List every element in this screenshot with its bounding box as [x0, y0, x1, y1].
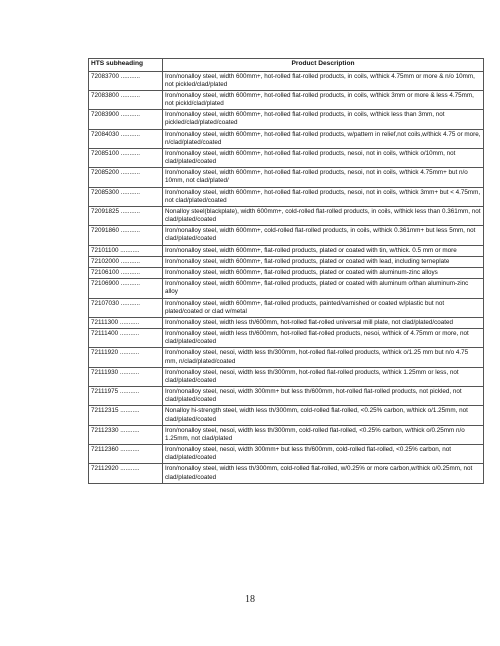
product-description-cell: Iron/nonalloy steel, width 600mm+, hot-rolled flat-rolled products, in coils, w/thick 4.75mm or more & n/o 10mm, not pickled/clad/plated [163, 71, 484, 90]
product-description-cell: Iron/nonalloy steel, width less th/600mm, hot-rolled flat-rolled universal mill plate, not clad/plated/coated [163, 317, 484, 328]
product-description-cell: Iron/nonalloy steel, width 600mm+, hot-rolled flat-rolled products, in coils, w/thick less than 3mm, not pickled/clad/plated/coated [163, 110, 484, 129]
product-description-cell: Nonalloy steel(blackplate), width 600mm+, cold-rolled flat-rolled products, in coils, w/thick less than 0.361mm, not clad/plated/coated [163, 206, 484, 225]
hts-code-cell: 72112360 ........... [89, 445, 163, 464]
hts-table [88, 58, 484, 484]
table-row [89, 268, 484, 279]
page-number: 18 [245, 594, 255, 605]
table-row [89, 329, 484, 348]
product-description-cell: Nonalloy hi-strength steel, width less th/300mm, cold-rolled flat-rolled, <0.25% carbon, w/thick o/1.25mm, not clad/plated/coated [163, 406, 484, 425]
product-description-cell: Iron/nonalloy steel, width less th/600mm, hot-rolled flat-rolled products, nesoi, w/thick of 4.75mm or more, not clad/plated/coated [163, 329, 484, 348]
hts-code-cell: 72111300 ........... [89, 317, 163, 328]
product-description-cell: Iron/nonalloy steel, width 600mm+, flat-rolled products, painted/varnished or coated w/plastic but not plated/coated or clad w/metal [163, 298, 484, 317]
hts-code-cell: 72112315 ........... [89, 406, 163, 425]
hts-code-cell: 72112920 ........... [89, 464, 163, 483]
product-description-cell: Iron/nonalloy steel, width 600mm+, hot-rolled flat-rolled products, w/pattern in relief,not coils,w/thick 4.75 or more, n/clad/plated/coated [163, 129, 484, 148]
table-row [89, 148, 484, 167]
table-row [89, 206, 484, 225]
hts-code-cell: 72106900 ........... [89, 279, 163, 298]
table-row [89, 425, 484, 444]
product-description-cell: Iron/nonalloy steel, nesoi, width 300mm+ but less th/600mm, cold-rolled flat-rolled, <0.25% carbon, not clad/plated/coated [163, 445, 484, 464]
header-product-description: Product Description [163, 59, 484, 72]
hts-code-cell: 72102000 ........... [89, 256, 163, 267]
hts-code-cell: 72084030 ........... [89, 129, 163, 148]
product-description-cell: Iron/nonalloy steel, width 600mm+, flat-rolled products, plated or coated with aluminum-zinc alloys [163, 268, 484, 279]
table-row [89, 317, 484, 328]
hts-code-cell: 72091825 ........... [89, 206, 163, 225]
hts-code-cell: 72083800 ........... [89, 90, 163, 109]
product-description-cell: Iron/nonalloy steel, width 600mm+, cold-rolled flat-rolled products, in coils, w/thick 0.361mm+ but less 5mm, not clad/plated/coated [163, 226, 484, 245]
hts-code-cell: 72083900 ........... [89, 110, 163, 129]
table-row [89, 226, 484, 245]
hts-code-cell: 72085300 ........... [89, 187, 163, 206]
hts-code-cell: 72085100 ........... [89, 148, 163, 167]
table-row [89, 279, 484, 298]
product-description-cell: Iron/nonalloy steel, width 600mm+, flat-rolled products, plated or coated with aluminum o/than aluminum-zinc alloy [163, 279, 484, 298]
table-row [89, 110, 484, 129]
hts-code-cell: 72091860 ........... [89, 226, 163, 245]
table-row [89, 129, 484, 148]
table-header-row [89, 59, 484, 72]
table-row [89, 387, 484, 406]
table-row [89, 245, 484, 256]
product-description-cell: Iron/nonalloy steel, width less th/300mm, cold-rolled flat-rolled, w/0.25% or more carbon,w/thick o/0.25mm, not clad/plated/coated [163, 464, 484, 483]
table-row [89, 187, 484, 206]
table-body [89, 71, 484, 483]
product-description-cell: Iron/nonalloy steel, width 600mm+, hot-rolled flat-rolled products, nesoi, not in coils, w/thick o/10mm, not clad/plated/coated [163, 148, 484, 167]
product-description-cell: Iron/nonalloy steel, nesoi, width less th/300mm, hot-rolled flat-rolled products, w/thick 1.25mm or less, not clad/plated/coated [163, 367, 484, 386]
table-row [89, 71, 484, 90]
header-hts-subheading: HTS subheading [89, 59, 163, 72]
product-description-cell: Iron/nonalloy steel, nesoi, width less th/300mm, cold-rolled flat-rolled, <0.25% carbon, w/thick o/0.25mm n/o 1.25mm, not clad/plated [163, 425, 484, 444]
hts-code-cell: 72083700 ........... [89, 71, 163, 90]
product-description-cell: Iron/nonalloy steel, width 600mm+, flat-rolled products, plated or coated with lead, including terneplate [163, 256, 484, 267]
table-row [89, 298, 484, 317]
product-description-cell: Iron/nonalloy steel, width 600mm+, hot-rolled flat-rolled products, in coils, w/thick 3mm or more & less 4.75mm, not pickld/clad/plated [163, 90, 484, 109]
product-description-cell: Iron/nonalloy steel, nesoi, width 300mm+ but less th/600mm, hot-rolled flat-rolled products, not pickled, not clad/plated/coated [163, 387, 484, 406]
hts-code-cell: 72111975 ........... [89, 387, 163, 406]
hts-code-cell: 72085200 ........... [89, 168, 163, 187]
table-row [89, 367, 484, 386]
product-description-cell: Iron/nonalloy steel, width 600mm+, flat-rolled products, plated or coated with tin, w/thick. 0.5 mm or more [163, 245, 484, 256]
hts-code-cell: 72111930 ........... [89, 367, 163, 386]
table-row [89, 90, 484, 109]
table-row [89, 168, 484, 187]
table-row [89, 256, 484, 267]
hts-code-cell: 72101100 ........... [89, 245, 163, 256]
hts-code-cell: 72111920 ........... [89, 348, 163, 367]
product-description-cell: Iron/nonalloy steel, nesoi, width less th/300mm, hot-rolled flat-rolled products, w/thick o/1.25 mm but n/o 4.75 mm, n/clad/plated/coated [163, 348, 484, 367]
hts-code-cell: 72111400 ........... [89, 329, 163, 348]
product-description-cell: Iron/nonalloy steel, width 600mm+, hot-rolled flat-rolled products, nesoi, not in coils, w/thick 4.75mm+ but n/o 10mm, not clad/plated/ [163, 168, 484, 187]
table-row [89, 464, 484, 483]
table-row [89, 406, 484, 425]
hts-code-cell: 72106100 ........... [89, 268, 163, 279]
hts-code-cell: 72112330 ........... [89, 425, 163, 444]
hts-code-cell: 72107030 ........... [89, 298, 163, 317]
product-description-cell: Iron/nonalloy steel, width 600mm+, hot-rolled flat-rolled products, nesoi, not in coils, w/thick 3mm+ but < 4.75mm, not clad/plated/coated [163, 187, 484, 206]
table-row [89, 348, 484, 367]
table-row [89, 445, 484, 464]
